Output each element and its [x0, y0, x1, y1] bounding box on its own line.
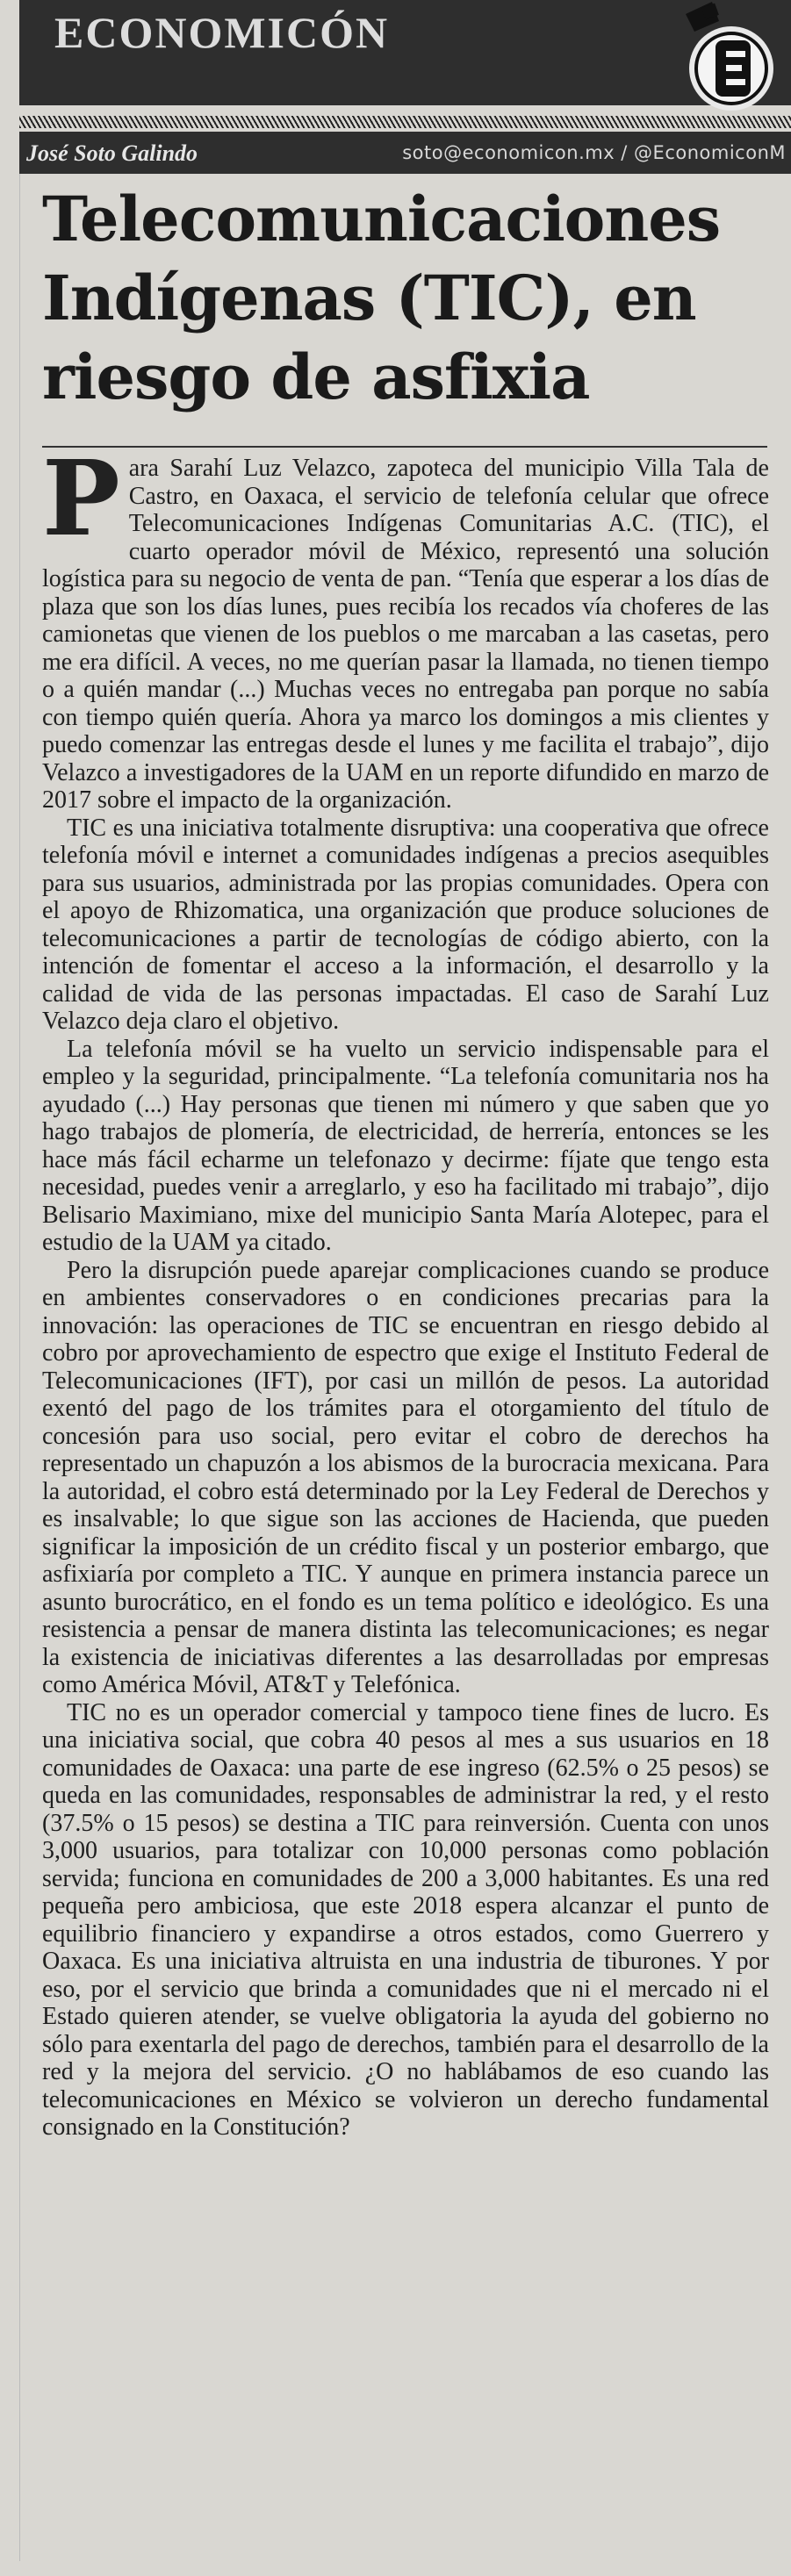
- article-paragraph: La telefonía móvil se ha vuelto un servicio indispensable para el empleo y la seguridad, principalmente. “La telefonía comunitaria nos ha ayudado (...) Hay personas que tienen mi número y que saben que yo hago trabajos de plomería, de electricidad, de herrería, entonces se les hace más fácil echarme un telefonazo y decirme: fíjate que tengo esta necesidad, puedes venir a arreglarlo, y eso ha facilitado mi trabajo”, dijo Belisario Maximiano, mixe del municipio Santa María Alotepec, para el estudio de la UAM ya citado.: [42, 1035, 769, 1256]
- article-paragraph: TIC es una iniciativa totalmente disruptiva: una cooperativa que ofrece telefonía móvil e internet a comunidades indígenas a precios asequibles para sus usuarios, administrada por las propias comunidades. Opera con el apoyo de Rhizomatica, una organización que produce soluciones de telecomunicaciones a partir de tecnologías de código abierto, con la intención de fomentar el acceso a la información, el desarrollo y la calidad de vida de las personas impactadas. El caso de Sarahí Luz Velazco deja claro el objetivo.: [42, 814, 769, 1035]
- article-paragraph: TIC no es un operador comercial y tampoco tiene fines de lucro. Es una iniciativa social, que cobra 40 pesos al mes a sus usuarios en 18 comunidades de Oaxaca: una parte de ese ingreso (62.5% o 25 pesos) se queda en las comunidades, responsables de administrar la red, y el resto (37.5% o 15 pesos) se destina a TIC para reinversión. Cuenta con unos 3,000 usuarios, para totalizar con 10,000 personas como población servida; funciona en comunidades de 200 a 3,000 habitantes. Es una red pequeña pero ambiciosa, que este 2018 espera alcanzar el punto de equilibrio financiero y expandirse a otros estados, como Guerrero y Oaxaca. Es una iniciativa altruista en una industria de tiburones. Y por eso, por el servicio que brinda a comunidades que ni el mercado ni el Estado quieren atender, se vuelve obligatoria la ayuda del gobierno no sólo para exentarla del pago de derechos, también para el desarrollo de la red y la mejora del servicio. ¿O no hablábamos de eso cuando las telecomunicaciones en México se volvieron un derecho fundamental consignado en la Constitución?: [42, 1698, 769, 2141]
- article-headline: Telecomunicaciones Indígenas (TIC), en riesgo de asfixia: [42, 183, 721, 413]
- decorative-divider: [19, 116, 791, 128]
- drop-cap: P: [42, 455, 120, 559]
- mascot-logo-icon: [677, 2, 782, 116]
- article-paragraph: Para Sarahí Luz Velazco, zapoteca del municipio Villa Tala de Castro, en Oaxaca, el servicio de telefonía celular que ofrece Telecomunicaciones Indígenas Comunitarias A.C. (TIC), el cuarto operador móvil de México, representó una solución logística para su negocio de venta de pan. “Tenía que esperar a los días de plaza que son los días lunes, pues recibía los recados vía choferes de las camionetas que vienen de los pueblos o me marcaban a las casetas, pero me era difícil. A veces, no me querían pasar la llamada, no tienen tiempo o a quién mandar (...) Muchas veces no entregaba pan porque no sabía con tiempo quién quería. Ahora ya marco los domingos a mis clientes y puedo comenzar las entregas desde el lunes y me facilita el trabajo”, dijo Velazco a investigadores de la UAM en un reporte difundido en marzo de 2017 sobre el impacto de la organización.: [42, 455, 769, 814]
- article-paragraph: Pero la disrupción puede aparejar complicaciones cuando se produce en ambientes conservadores o en condiciones precarias para la innovación: las operaciones de TIC se encuentran en riesgo debido al cobro por aprovechamiento de espectro que exige el Instituto Federal de Telecomunicaciones (IFT), por casi un millón de pesos. La autoridad exentó del pago de los trámites para el otorgamiento del título de concesión para uso social, pero evitar el cobro de derechos ha representado un chapuzón a los abismos de la burocracia mexicana. Para la autoridad, el cobro está determinado por la Ley Federal de Derechos y es insalvable; lo que sigue son las acciones de Hacienda, que pueden significar la imposición de un crédito fiscal y un posterior embargo, que asfixiaría por completo a TIC. Y aunque en primera instancia parece un asunto burocrático, en el fondo es un tema político e ideológico. Es una resistencia a pensar de manera distinta las telecomunicaciones; es negar la existencia de iniciativas diferentes a las desarrolladas por empresas como América Móvil, AT&T y Telefónica.: [42, 1256, 769, 1698]
- author-name: José Soto Galindo: [26, 140, 198, 166]
- article-body: [42, 455, 769, 2565]
- headline-rule: [42, 446, 767, 448]
- section-title: ECONOMICÓN: [54, 8, 390, 57]
- column-border: [19, 174, 20, 2561]
- byline-bar: [19, 132, 791, 174]
- author-contact: soto@economicon.mx / @EconomiconM: [402, 142, 786, 163]
- column-header: [19, 0, 791, 105]
